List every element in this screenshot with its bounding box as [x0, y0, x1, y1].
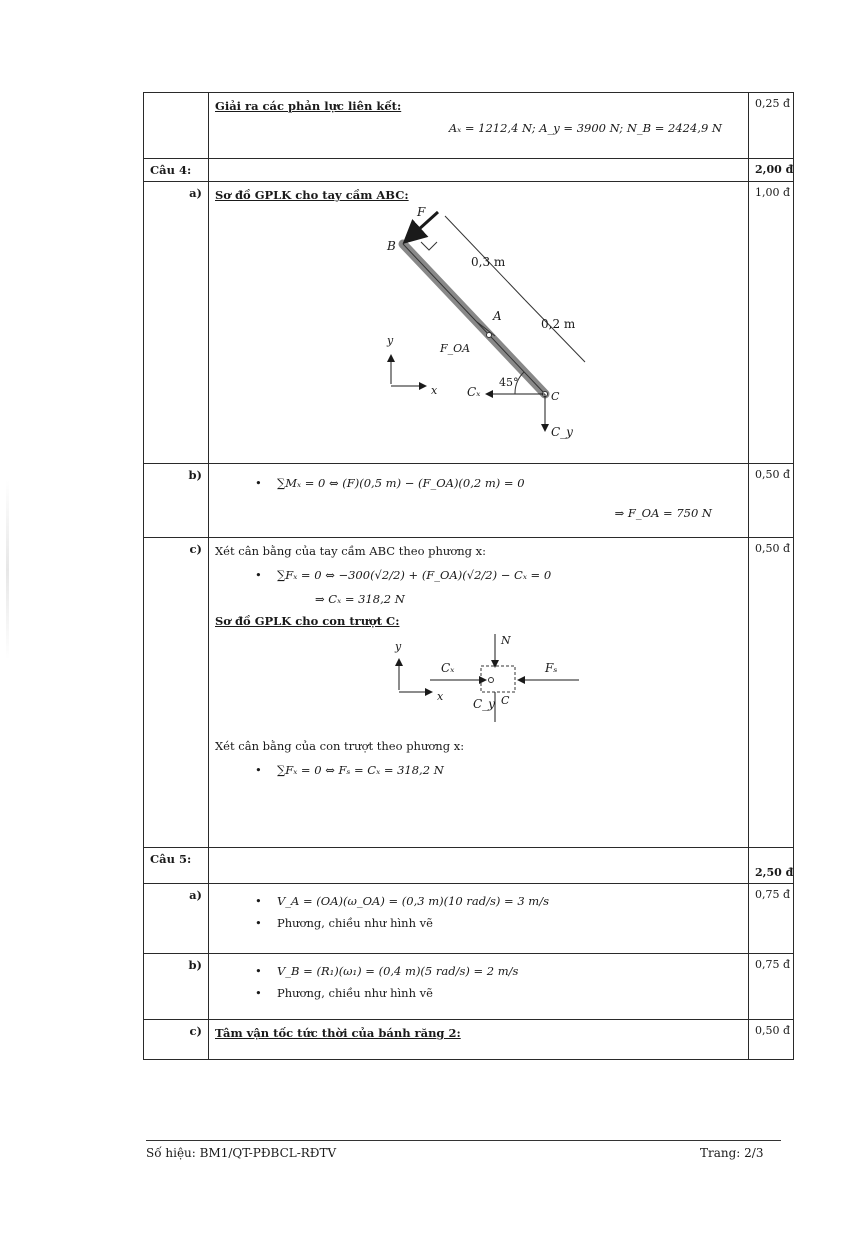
label-axis-y: y [387, 334, 394, 347]
content-cell [209, 182, 749, 464]
content-cell [209, 954, 749, 1020]
dim-line-2 [525, 300, 585, 362]
fbd-slider-diagram [215, 630, 735, 730]
content-cell [209, 1020, 749, 1060]
bullet-icon [255, 568, 277, 582]
label-f: F [417, 205, 426, 219]
content-cell [209, 159, 749, 182]
part-label: b) [144, 464, 209, 538]
label-cy-slider: C_y [473, 697, 495, 711]
bullet-icon [255, 986, 277, 1000]
points-cell: 0,50 đ [749, 538, 794, 848]
points-cell: 0,50 đ [749, 1020, 794, 1060]
content-cell [209, 93, 749, 159]
label-fs: Fₛ [545, 661, 558, 675]
part-label: c) [144, 538, 209, 848]
footer-doc-code: Số hiệu: BM1/QT-PĐBCL-RĐTV [146, 1146, 337, 1160]
label-a: A [493, 309, 502, 323]
label-cx: Cₓ [467, 385, 481, 399]
part-label: a) [144, 884, 209, 954]
equation-fs: • ∑Fₓ = 0 ⇔ Fₛ = Cₓ = 318,2 N [215, 761, 742, 779]
equation-va: • V_A = (OA)(ω_OA) = (0,3 m)(10 rad/s) = 3 m/s [215, 892, 742, 910]
fbd-handle-diagram [215, 204, 735, 454]
bullet-icon [255, 763, 277, 777]
footer-divider [146, 1140, 781, 1141]
label-angle: 45° [499, 376, 519, 389]
points-cell: 1,00 đ [749, 182, 794, 464]
note-va: • Phương, chiều như hình vẽ [215, 914, 742, 932]
label-axis-x-slider: x [437, 690, 444, 703]
reactions-values: Aₓ = 1212,4 N; A_y = 3900 N; N_B = 2424,9 N [448, 121, 722, 135]
part-label: a) [144, 182, 209, 464]
bullet-icon [255, 476, 277, 490]
equation-vb: • V_B = (R₁)(ω₁) = (0,4 m)(5 rad/s) = 2 m/s [215, 962, 742, 980]
reactions-heading: Giải ra các phản lực liên kết: [215, 99, 402, 113]
footer-page-number: Trang: 2/3 [700, 1146, 764, 1160]
bullet-icon [255, 894, 277, 908]
intro-text: Xét cân bằng của tay cầm ABC theo phương x: [215, 544, 487, 558]
points-cell: 0,50 đ [749, 464, 794, 538]
label-foa: F_OA [440, 342, 471, 355]
points-cell: 2,00 đ [749, 159, 794, 182]
scan-artifact [6, 480, 9, 660]
dim-label-2: 0,2 m [541, 317, 576, 331]
equation-moment: • ∑Mₓ = 0 ⇔ (F)(0,5 m) − (F_OA)(0,2 m) = 0 [215, 474, 742, 492]
result-foa: ⇒ F_OA = 750 N [614, 506, 712, 520]
table-row [144, 182, 794, 464]
bullet-icon [255, 916, 277, 930]
intro-text-slider: Xét cân bằng của con trượt theo phương x: [215, 739, 465, 753]
table-row [144, 884, 794, 954]
answer-table [143, 92, 794, 1060]
table-row [144, 1020, 794, 1060]
table-row [144, 93, 794, 159]
content-cell [209, 884, 749, 954]
label-c-slider: C [501, 694, 510, 707]
points-cell: 2,50 đ [749, 848, 794, 884]
part-label: c) [144, 1020, 209, 1060]
part-title-slider: Sơ đồ GPLK cho con trượt C: [215, 614, 400, 628]
slider-pin [489, 678, 494, 683]
table-row [144, 954, 794, 1020]
points-cell: 0,75 đ [749, 954, 794, 1020]
label-axis-x: x [431, 384, 438, 397]
points-cell: 0,75 đ [749, 884, 794, 954]
part-label: b) [144, 954, 209, 1020]
right-angle-mark [421, 242, 437, 250]
bullet-icon [255, 964, 277, 978]
content-cell [209, 538, 749, 848]
note-vb: • Phương, chiều như hình vẽ [215, 984, 742, 1002]
label-axis-y-slider: y [395, 640, 402, 653]
dim-label-1: 0,3 m [471, 255, 506, 269]
part-title: Sơ đồ GPLK cho tay cầm ABC: [215, 188, 409, 202]
label-c: C [551, 390, 560, 403]
equation-fx: • ∑Fₓ = 0 ⇔ −300(√2/2) + (F_OA)(√2/2) − Cₓ = 0 [215, 566, 742, 584]
label-b: B [387, 239, 396, 253]
part-title-5c: Tâm vận tốc tức thời của bánh răng 2: [215, 1026, 461, 1040]
label-cx-slider: Cₓ [441, 661, 455, 675]
label-cy: C_y [551, 425, 573, 439]
label-n: N [501, 634, 511, 647]
slider-block [481, 666, 515, 692]
question-label: Câu 5: [144, 848, 209, 884]
content-cell [209, 848, 749, 884]
content-cell [209, 464, 749, 538]
points-cell: 0,25 đ [749, 93, 794, 159]
table-row [144, 464, 794, 538]
result-cx: ⇒ Cₓ = 318,2 N [315, 592, 405, 606]
label-cell [144, 93, 209, 159]
table-row [144, 848, 794, 884]
question-label: Câu 4: [144, 159, 209, 182]
table-row [144, 159, 794, 182]
table-row [144, 538, 794, 848]
